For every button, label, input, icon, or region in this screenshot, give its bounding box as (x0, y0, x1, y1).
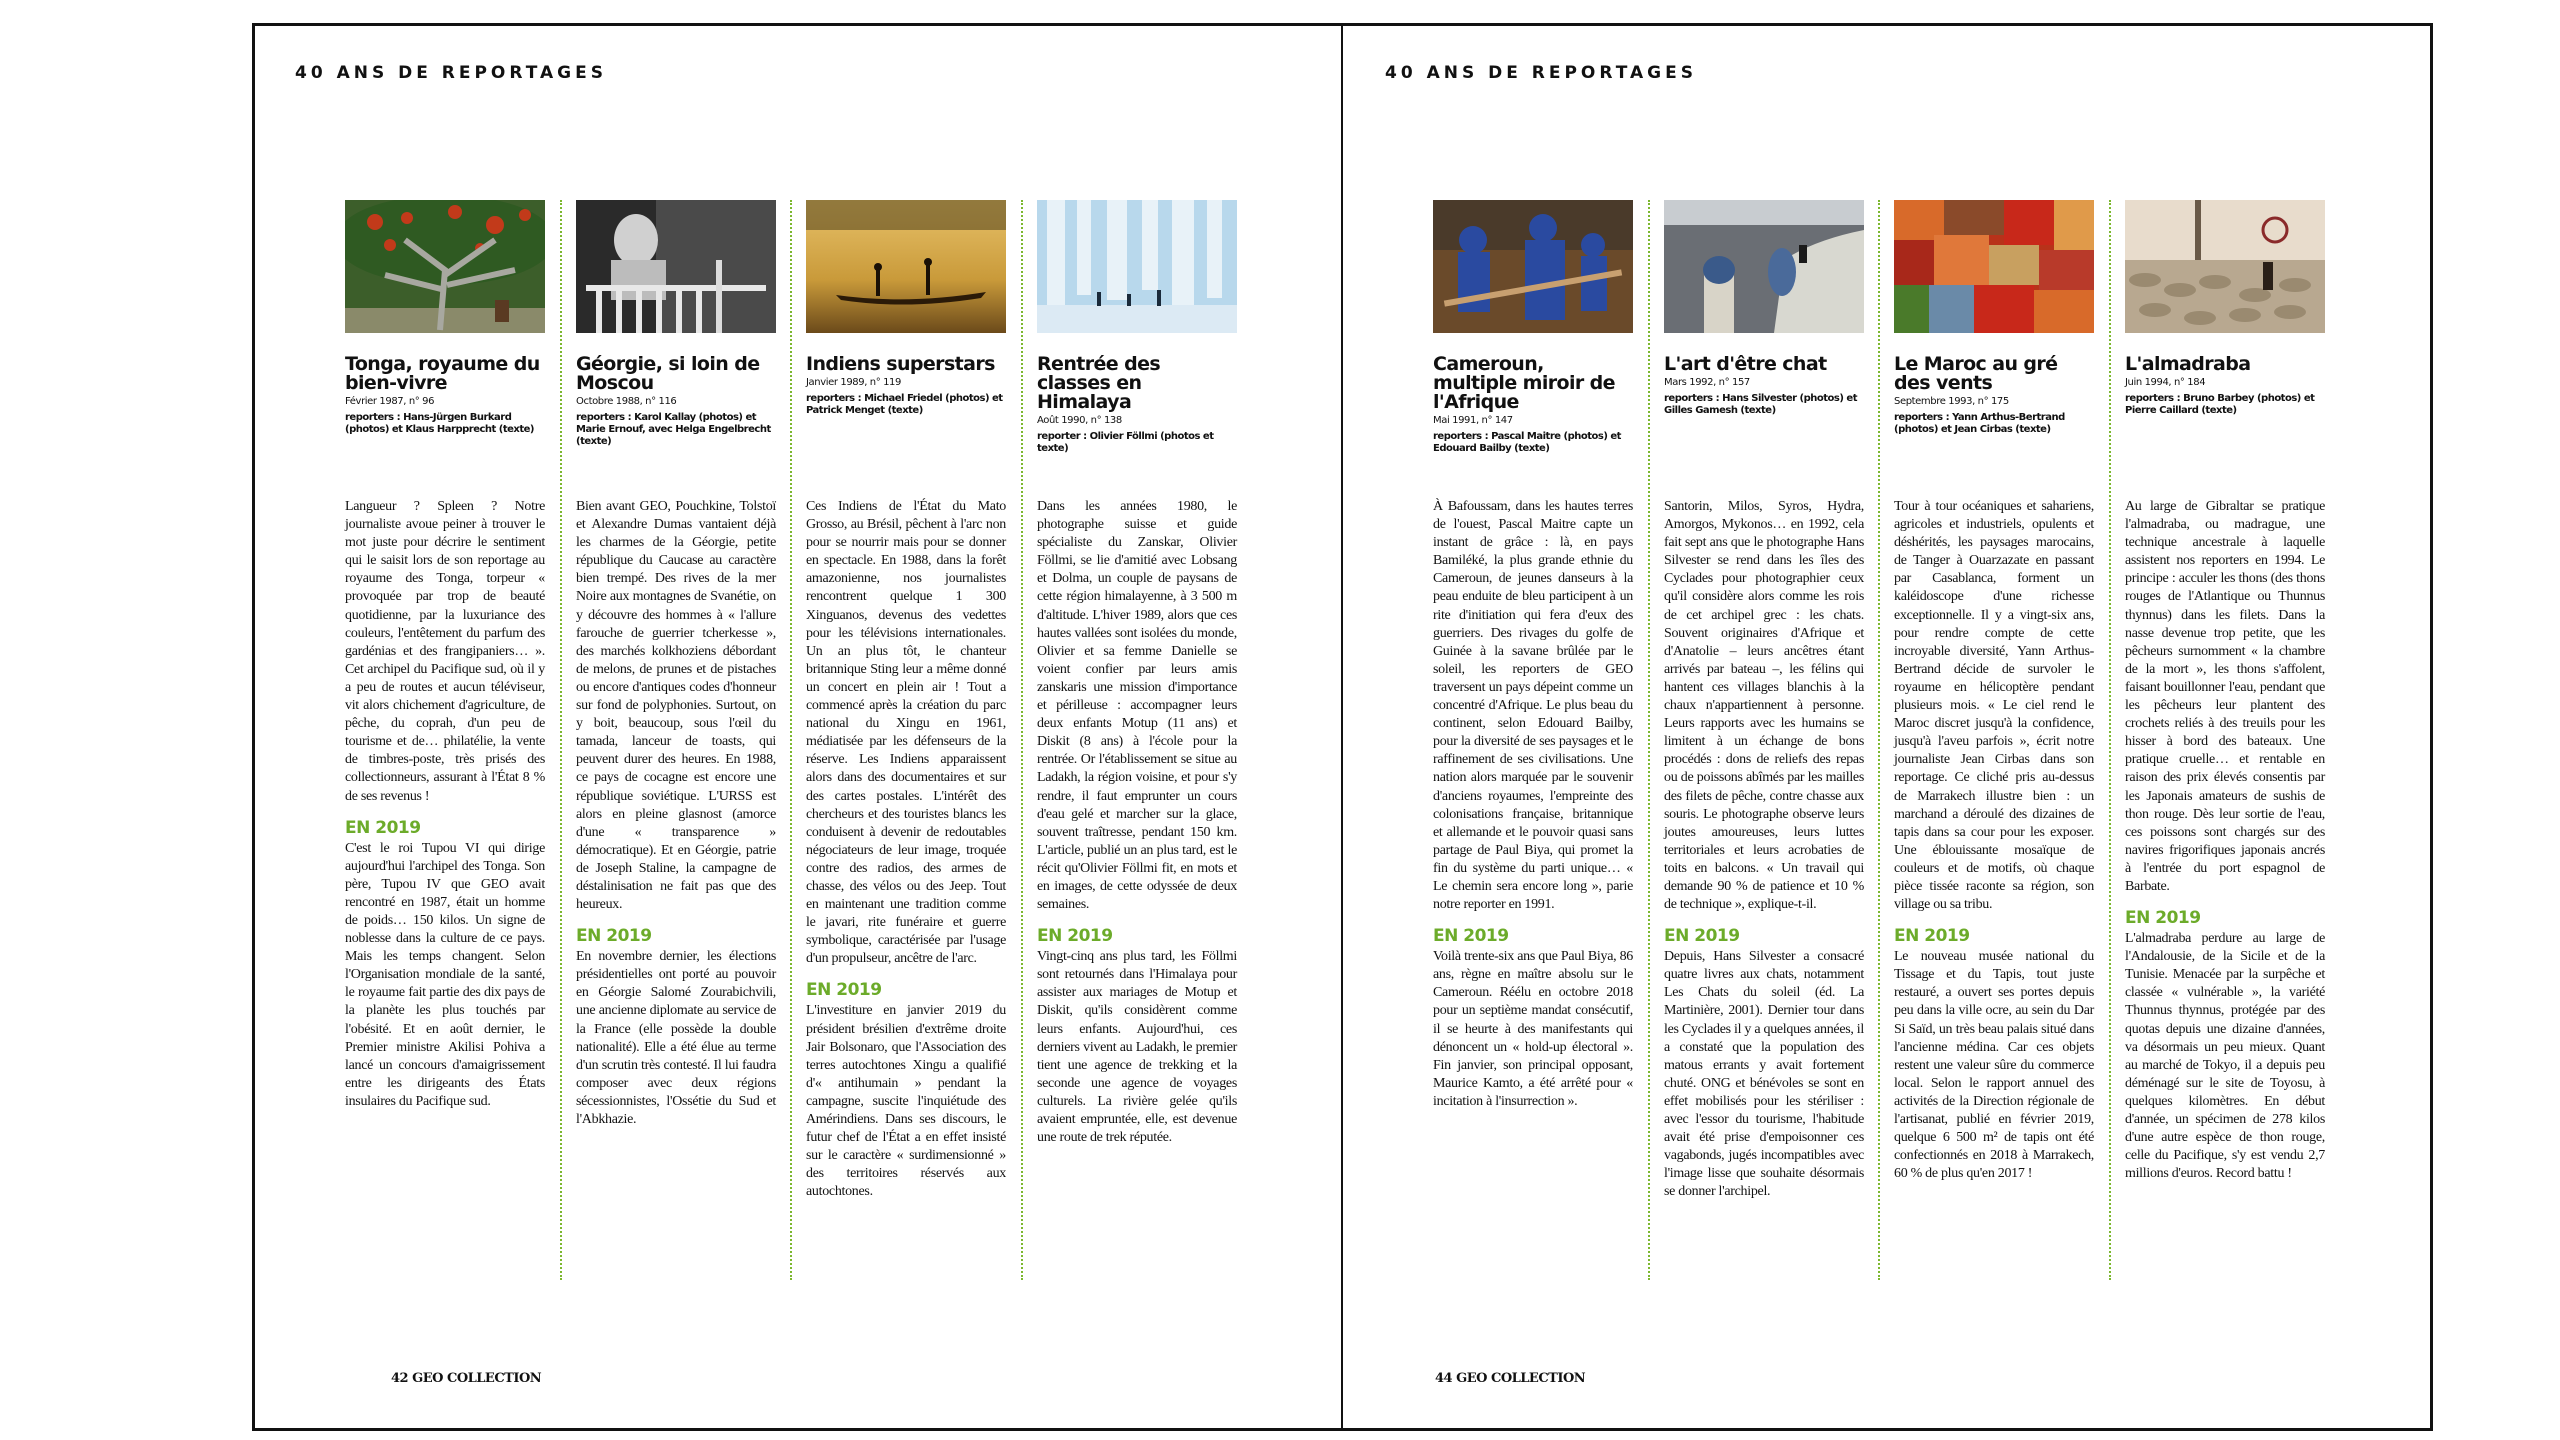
running-head: 40 ANS DE REPORTAGES (1385, 63, 1697, 83)
article-credits: reporters : Yann Arthus-Bertrand (photos) et Jean Cirbas (texte) (1894, 412, 2065, 435)
article-date: Juin 1994, n° 184 (2125, 377, 2206, 388)
article-title: Cameroun, multiple miroir de l'Afrique (1433, 353, 1615, 413)
article-title: L'art d'être chat (1664, 353, 1827, 375)
article-title: Le Maroc au gré des vents (1894, 353, 2058, 394)
article-body: Ces Indiens de l'État du Mato Grosso, au Brésil, pêchent à l'arc non pour se nourrir mais pour se donner en spectacle. En 1988, dans la forêt amazonienne, nos journalistes rencontrent quelque 1 300 Xinguanos, devenus des vedettes pour les télévisions internationales. Un an plus tôt, le chanteur britannique Sting leur a même donné un concert en plein air ! Tout a commencé après la création du parc national du Xingu en 1961, médiatisée par les défenseurs de la réserve. Les Indiens apparaissent alors dans des documentaires et sur des cartes postales. L'intérêt des chercheurs et des touristes blancs les conduisent à devenir de redoutables négociateurs de leur image, troquée contre des radios, des armes de chasse, des vélos ou des Jeep. Tout en maintenant une tradition comme le javari, rite funéraire et guerre symbolique, caractérisée par l'usage d'un propulseur, ancêtre de l'arc. (806, 499, 1006, 967)
article-tonga (345, 200, 545, 1109)
update-body: En novembre dernier, les élections présidentielles ont porté au pouvoir en Géorgie Salomé Zourabichvili, une ancienne diplomate au service de la France (elle possède la double nationalité). Elle a été élue au terme d'un scrutin très contesté. Il lui faudra composer avec deux régions sécessionnistes, l'Ossétie du Sud et l'Abkhazie. (576, 949, 776, 1127)
column-separator (1878, 200, 1880, 1280)
column-separator (790, 200, 792, 1280)
article-body: Bien avant GEO, Pouchkine, Tolstoï et Alexandre Dumas vantaient déjà les charmes de la Géorgie, petite république du Caucase au caractère bien trempé. Des rives de la mer Noire aux montagnes de Svanétie, on y découvre des hommes à « l'allure farouche de guerrier tcherkesse », des marchés kolkhoziens débordant de melons, de prunes et de pistaches ou encore d'antiques codes d'honneur sur fond de polyphonies. Surtout, on y boit, beaucoup, sous l'œil du tamada, lanceur de toasts, qui peuvent durer des heures. En 1988, ce pays de cocagne est encore une république soviétique. L'URSS est alors en pleine glasnost (amorce d'une « transparence » démocratique). Et en Géorgie, patrie de Joseph Staline, la campagne de déstalinisation ne fait pas que des heureux. (576, 499, 776, 913)
column-separator (1648, 200, 1650, 1280)
update-heading: EN 2019 (2125, 908, 2201, 929)
article-date: Mai 1991, n° 147 (1433, 415, 1513, 426)
article-georgie (576, 200, 776, 1127)
article-date: Février 1987, n° 96 (345, 396, 435, 407)
article-credits: reporters : Hans Silvester (photos) et Gilles Gamesh (texte) (1664, 393, 1857, 416)
update-heading: EN 2019 (806, 980, 882, 1001)
article-date: Janvier 1989, n° 119 (806, 377, 901, 388)
update-body: L'investiture en janvier 2019 du président brésilien d'extrême droite Jair Bolsonaro, que l'Association des terres autochtones Xingu a qualifié d'« antihumain » pendant la campagne, suscite l'inquiétude des Amérindiens. Dans ses discours, le futur chef de l'État a en effet insisté sur le caractère « surdimensionné » des territoires réservés aux autochtones. (806, 1003, 1006, 1200)
photo-icefall (1037, 200, 1237, 333)
photo-flame-tree (345, 200, 545, 333)
right-page (1343, 23, 2430, 1431)
page-folio: 44 GEO COLLECTION (1435, 1371, 1586, 1386)
article-credits: reporters : Pascal Maitre (photos) et Edouard Bailby (texte) (1433, 431, 1621, 454)
article-maroc (1894, 200, 2094, 1182)
update-body: C'est le roi Tupou VI qui dirige aujourd'hui l'archipel des Tonga. Son père, Tupou IV que GEO avait rencontré en 1987, était un homme de poids… 150 kilos. Un signe de noblesse dans la culture de ce pays. Mais les temps changent. Selon l'Organisation mondiale de la santé, le royaume fait partie des dix pays de la planète les plus touchés par l'obésité. Et en août dernier, le Premier ministre Akilisi Pohiva a lancé un concours d'amaigrissement entre les dirigeants des États insulaires du Pacifique sud. (345, 840, 545, 1109)
photo-carpets (1894, 200, 2094, 333)
article-himalaya (1037, 200, 1237, 1146)
update-heading: EN 2019 (1664, 926, 1740, 947)
article-title: Indiens superstars (806, 353, 995, 375)
update-body: Vingt-cinq ans plus tard, les Föllmi sont retournés dans l'Himalaya pour assister aux mariages de Motup et Diskit, qu'ils considèrent comme leurs enfants. Aujourd'hui, ces derniers vivent au Ladakh, le premier tient une agence de trekking et la seconde une agence de voyages culturels. La rivière gelée qu'ils avaient empruntée, elle, est devenue une route de trek réputée. (1037, 949, 1237, 1146)
column-separator (2109, 200, 2111, 1280)
article-credits: reporters : Karol Kallay (photos) et Marie Ernouf, avec Helga Engelbrecht (texte) (576, 412, 771, 447)
update-body: Depuis, Hans Silvester a consacré quatre livres aux chats, notamment Les Chats du soleil (éd. La Martinière, 2001). Dernier tour dans les Cyclades il y a quelques années, il a constaté que la population des matous errants y avait fortement chuté. ONG et bénévoles se sont en effet mobilisés pour les stériliser : avec l'essor du tourisme, l'habitude avait été prise d'empoisonner ces vagabonds, jugés incompatibles avec l'image lisse que souhaite désormais se donner l'archipel. (1664, 949, 1864, 1200)
column-separator (560, 200, 562, 1280)
article-title: Géorgie, si loin de Moscou (576, 353, 760, 394)
article-cameroun (1433, 200, 1633, 1109)
article-credits: reporter : Olivier Föllmi (photos et texte) (1037, 431, 1214, 454)
photo-cat-rooftop (1664, 200, 1864, 333)
article-credits: reporters : Hans-Jürgen Burkard (photos) et Klaus Harpprecht (texte) (345, 412, 534, 435)
photo-blue-dancers (1433, 200, 1633, 333)
article-body: Santorin, Milos, Syros, Hydra, Amorgos, Mykonos… en 1992, cela fait sept ans que le photographe Hans Silvester se rend dans les îles des Cyclades pour photographier ceux qu'il considère alors comme les rois de cet archipel grec : les chats. Souvent originaires d'Afrique et d'Anatolie – leurs ancêtres étant arrivés par bateau –, les félins qui hantent ces villages blanchis à la chaux n'appartiennent à personne. Leurs rapports avec les humains se limitent à un échange de bons procédés : dons de reliefs des repas ou de poissons abîmés par les mailles des filets de pêche, contre chasse aux souris. Le photographe observe leurs joutes amoureuses, leurs luttes territoriales et leurs acrobaties de toits en balcons. « Un travail qui demande 90 % de patience et 10 % de technique », explique-t-il. (1664, 499, 1864, 913)
photo-statue (576, 200, 776, 333)
article-body: Langueur ? Spleen ? Notre journaliste avoue peiner à trouver le mot juste pour décrire le sentiment qui le saisit lors de son reportage au royaume des Tonga, torpeur « provoquée par trop de beauté quotidienne, par la luxuriance des couleurs, l'entêtement du parfum des gardénias et des frangipaniers… ». Cet archipel du Pacifique sud, où il y a peu de routes et aucun téléviseur, vit alors chichement d'agriculture, de pêche, du coprah, d'un peu de tourisme et de… philatélie, la vente de timbres-poste, très prisés des collectionneurs, assurant à l'État 8 % de ses revenus ! (345, 499, 545, 804)
article-almadraba (2125, 200, 2325, 1182)
column-separator (1021, 200, 1023, 1280)
update-heading: EN 2019 (1433, 926, 1509, 947)
update-heading: EN 2019 (1037, 926, 1113, 947)
article-date: Septembre 1993, n° 175 (1894, 396, 2009, 407)
article-date: Octobre 1988, n° 116 (576, 396, 677, 407)
article-indiens (806, 200, 1006, 1200)
update-body: Voilà trente-six ans que Paul Biya, 86 ans, règne en maître absolu sur le Cameroun. Réélu en octobre 2018 pour un septième mandat consécutif, il se heurte à des manifestants qui dénoncent un « hold-up électoral ». Fin janvier, son principal opposant, Maurice Kamto, a été arrêté pour « incitation à l'insurrection ». (1433, 949, 1633, 1109)
running-head: 40 ANS DE REPORTAGES (295, 63, 607, 83)
update-body: L'almadraba perdure au large de l'Andalousie, de la Sicile et de la Tunisie. Menacée par la surpêche et classée « vulnérable », la variété Thunnus thynnus, protégée par des quotas depuis une dizaine d'années, va désormais un peu mieux. Quant au marché de Tokyo, il a depuis peu déménagé sur le site de Toyosu, à quelques kilomètres. En début d'année, un spécimen de 278 kilos d'une autre espèce de thon rouge, celle du Pacifique, s'y est vendu 2,7 millions d'euros. Record battu ! (2125, 931, 2325, 1182)
article-chat (1664, 200, 1864, 1200)
update-body: Le nouveau musée national du Tissage et du Tapis, tout juste restauré, a ouvert ses portes depuis peu dans la ville ocre, au sein du Dar Si Saïd, un très beau palais situé dans l'ancienne médina. Car ces objets restent une valeur sûre du commerce local. Selon le rapport annuel des activités de la Direction régionale de l'artisanat, publié en février 2019, quelque 6 500 m² de tapis ont été confectionnés en 2018 à Marrakech, 60 % de plus qu'en 2017 ! (1894, 949, 2094, 1182)
article-body: Tour à tour océaniques et sahariens, agricoles et industriels, opulents et déshérités, les paysages marocains, de Tanger à Ouarzazate en passant par Casablanca, forment un kaléidoscope d'une richesse exceptionnelle. Il y a vingt-six ans, pour rendre compte de cette incroyable diversité, Yann Arthus-Bertrand décide de survoler le royaume en hélicoptère pendant plusieurs mois. « Le ciel rend le Maroc discret jusqu'à la confidence, jusqu'à l'aveu parfois », écrit notre journaliste Jean Cirbas dans son reportage. Ce cliché pris au-dessus de Marrakech illustre bien : un marchand a déroulé des dizaines de tapis dans sa cour pour les exposer. Une éblouissante mosaïque de couleurs et de motifs, où chaque pièce tissée raconte sa région, son village ou sa tribu. (1894, 499, 2094, 913)
article-credits: reporters : Michael Friedel (photos) et Patrick Menget (texte) (806, 393, 1003, 416)
article-body: Dans les années 1980, le photographe suisse et guide spécialiste du Zanskar, Olivier Föllmi, se lie d'amitié avec Lobsang et Dolma, un couple de paysans de cette région himalayenne, à 3 500 m d'altitude. L'hiver 1989, alors que ces hautes vallées sont isolées du monde, Olivier et sa femme Danielle se voient confier par leurs amis zanskaris une mission d'importance et périlleuse : accompagner leurs deux enfants Motup (11 ans) et Diskit (8 ans) à l'école pour la rentrée. Or l'établissement se situe au Ladakh, la région voisine, et pour s'y rendre, il faut emprunter un cours d'eau gelé et marcher sur la glace, souvent traîtresse, pendant 150 km. L'article, publié un an plus tard, est le récit qu'Olivier Föllmi fit, en mots et en images, de cette odyssée de deux semaines. (1037, 499, 1237, 913)
left-page (255, 23, 1341, 1431)
article-date: Mars 1992, n° 157 (1664, 377, 1750, 388)
article-body: Au large de Gibraltar se pratique l'almadraba, ou madrague, une technique ancestrale à laquelle assistent nos reporters en 1994. Le principe : acculer les thons (des thons rouges de l'Atlantique ou Thunnus thynnus) dans les filets. Dans la nasse devenue trop petite, que les pêcheurs surnomment « la chambre de la mort », les thons s'affolent, faisant bouillonner l'eau, pendant que les pêcheurs leur plantent des crochets reliés à des treuils pour les hisser à bord des bateaux. Une pratique cruelle… et rentable en raison des prix élevés consentis par les Japonais amateurs de sushis de thon rouge. Dès leur sortie de l'eau, ces poissons sont chargés sur des navires frigorifiques japonais ancrés à l'entrée du port espagnol de Barbate. (2125, 499, 2325, 894)
article-date: Août 1990, n° 138 (1037, 415, 1122, 426)
article-credits: reporters : Bruno Barbey (photos) et Pierre Caillard (texte) (2125, 393, 2315, 416)
update-heading: EN 2019 (1894, 926, 1970, 947)
photo-canoe (806, 200, 1006, 333)
article-title: Tonga, royaume du bien-vivre (345, 353, 540, 394)
update-heading: EN 2019 (576, 926, 652, 947)
page-folio: 42 GEO COLLECTION (391, 1371, 542, 1386)
update-heading: EN 2019 (345, 817, 421, 838)
article-title: L'almadraba (2125, 353, 2251, 375)
article-body: À Bafoussam, dans les hautes terres de l'ouest, Pascal Maitre capte un instant de grâce : là, en pays Bamiléké, la plus grande ethnie du Cameroun, de jeunes danseurs à la peau enduite de bleu participent à un rite d'initiation qui fera d'eux des guerriers. Des rivages du golfe de Guinée à la savane brûlée par le soleil, les reporters de GEO traversent un pays dépeint comme un concentré d'Afrique. Le plus beau du continent, selon Edouard Bailby, pour la diversité de ses paysages et le raffinement de ses civilisations. Une nation alors marquée par le souvenir d'anciens royaumes, l'empreinte des colonisations française, britannique et allemande et le pouvoir quasi sans partage de Paul Biya, qui promet la fin du système du parti unique… « Le chemin sera encore long », parie notre reporter en 1991. (1433, 499, 1633, 913)
article-title: Rentrée des classes en Himalaya (1037, 353, 1161, 413)
photo-tuna-warehouse (2125, 200, 2325, 333)
